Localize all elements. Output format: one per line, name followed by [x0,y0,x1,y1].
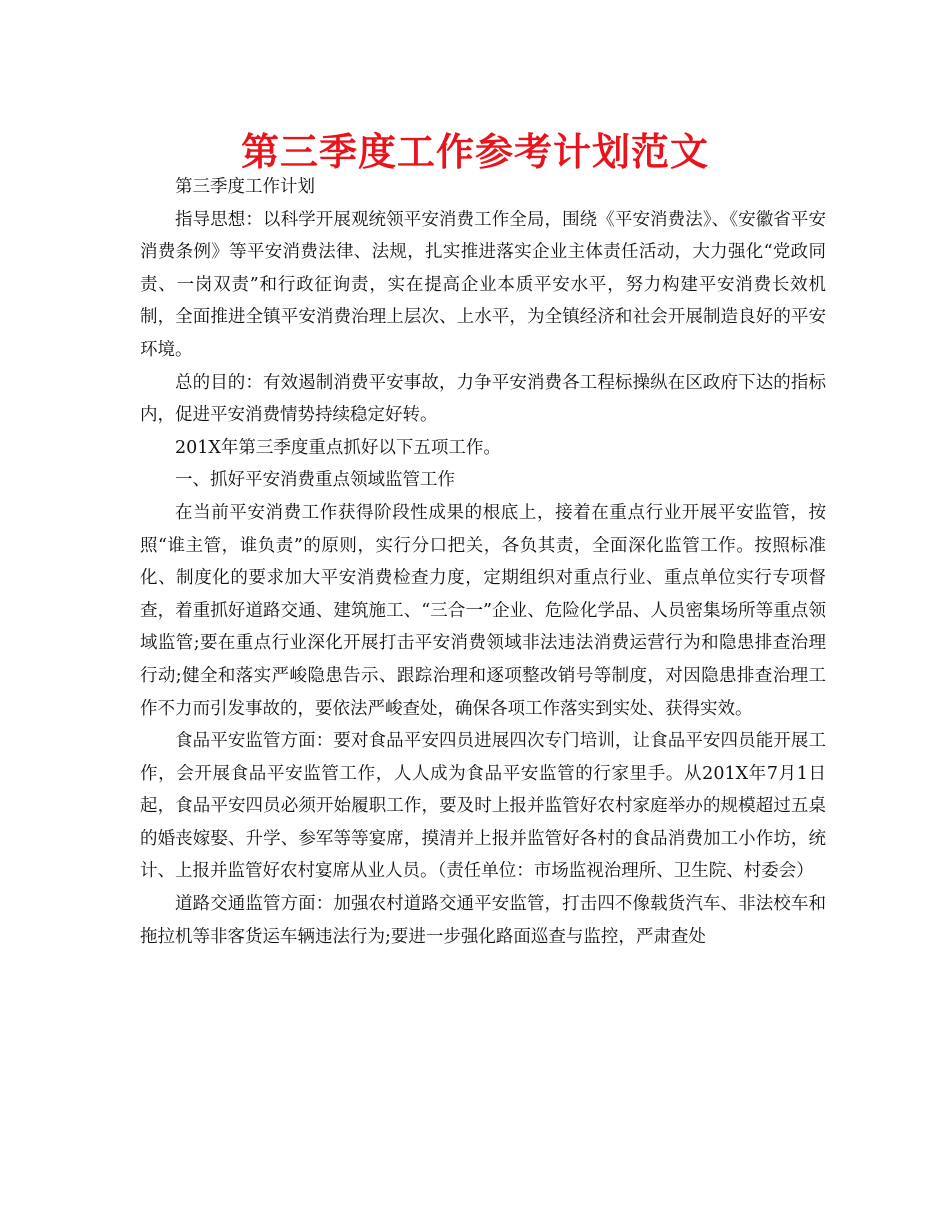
food-safety-paragraph: 食品平安监管方面：要对食品平安四员进展四次专门培训，让食品平安四员能开展工作，会开展食品平安监管工作，人人成为食品平安监管的行家里手。从201X年7月1日起，食品平安四员必须开始履职工作，要及时上报并监管好农村家庭举办的规模超过五桌的婚丧嫁娶、升学、参军等等宴席，摸清并上报并监管好各村的食品消费加工小作坊，统计、上报并监管好农村宴席从业人员。（责任单位：市场监视治理所、卫生院、村委会） [140,731,826,882]
key-tasks-intro-paragraph: 201X年第三季度重点抓好以下五项工作。 [175,437,501,458]
overall-goal-paragraph: 总的目的：有效遏制消费平安事故，力争平安消费各工程标操纵在区政府下达的指标内，促进平安消费情势持续稳定好转。 [140,372,826,426]
document-title: 第三季度工作参考计划范文 [240,130,709,174]
road-traffic-paragraph: 道路交通监管方面：加强农村道路交通平安监管，打击四不像载货汽车、非法校车和拖拉机等非客货运车辆违法行为;要进一步强化路面巡查与监控，严肃查处 [140,894,826,947]
subtitle-paragraph: 第三季度工作计划 [175,177,315,197]
guiding-thought-paragraph: 指导思想：以科学开展观统领平安消费工作全局，围绕《平安消费法》、《安徽省平安消费条例》等平安消费法律、法规，扎实推进落实企业主体责任活动，大力强化“党政同责、一岗双责”和行政征询责，实在提高企业本质平安水平，努力构建平安消费长效机制，全面推进全镇平安消费治理上层次、上水平，为全镇经济和社会开展制造良好的平安环境。 [140,209,826,360]
section-heading-one: 一、抓好平安消费重点领域监管工作 [175,470,455,491]
document-body [140,171,826,953]
key-areas-paragraph: 在当前平安消费工作获得阶段性成果的根底上，接着在重点行业开展平安监管，按照“谁主管，谁负责”的原则，实行分口把关，各负其责，全面深化监管工作。按照标准化、制度化的要求加大平安消费检查力度，定期组织对重点行业、重点单位实行专项督查，着重抓好道路交通、建筑施工、“三合一”企业、危险化学品、人员密集场所等重点领域监管;要在重点行业深化开展打击平安消费领域非法违法消费运营行为和隐患排查治理行动;健全和落实严峻隐患告示、跟踪治理和逐项整改销号等制度，对因隐患排查治理工作不力而引发事故的，要依法严峻查处，确保各项工作落实到实处、获得实效。 [140,502,826,719]
